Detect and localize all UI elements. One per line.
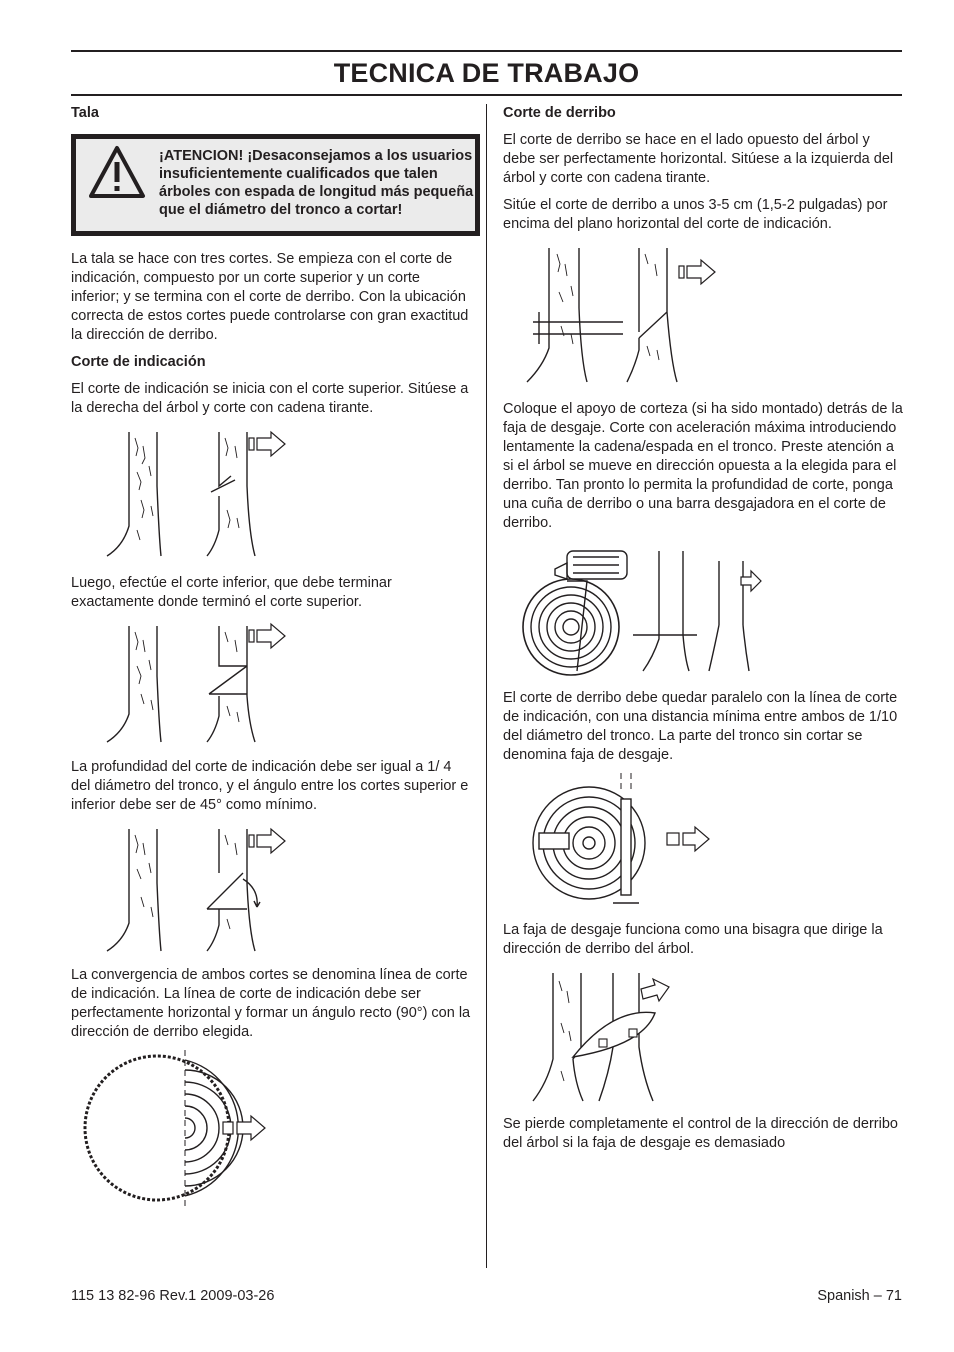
line-paragraph: La convergencia de ambos cortes se denomina línea de corte de indicación. La línea de corte de indicación debe ser perfectamente horizontal y formar un ángulo recto (90°) con la dirección de derribo elegida.: [71, 967, 471, 1040]
lower-cut-figure: [71, 620, 291, 750]
hinge-function-figure: [503, 967, 723, 1107]
depth-angle-figure: [71, 823, 291, 958]
heading-corte-derribo: Corte de derribo: [503, 105, 616, 121]
page-title: TECNICA DE TRABAJO: [333, 58, 640, 88]
footer-page-label: Spanish – 71: [817, 1288, 902, 1304]
sub-heading-corte-indicacion: Corte de indicación: [71, 354, 206, 370]
column-divider: [486, 104, 487, 1268]
upper-cut-paragraph: El corte de indicación se inicia con el corte superior. Sitúese a la derecha del árbol y corte con cadena tirante.: [71, 381, 469, 416]
felling-cut-paragraph-3: Coloque el apoyo de corteza (si ha sido montado) detrás de la faja de desgaje. Corte con aceleración máxima introduciendo lentamente la cadena/espada en el tronco. Preste atención a si el árbol se mueve en dirección opuesta a la elegida para el derribo. Tan pronto lo permita la profundidad de corte, ponga una cuña de derribo o una barra desgajadora en el corte de derribo.: [503, 401, 903, 531]
felling-cut-paragraph-4: El corte de derribo debe quedar paralelo con la línea de corte de indicación, con una distancia mínima entre ambos de 1/10 del diámetro del tronco. La parte del tronco sin cortar se denomina faja de desgaje.: [503, 690, 898, 763]
warning-triangle-icon: [88, 145, 146, 199]
felling-cut-paragraph-1: El corte de derribo se hace en el lado opuesto del árbol y debe ser perfectamente horizontal. Sitúese a la izquierda del árbol y corte con cadena tirante.: [503, 132, 894, 186]
hinge-top-view-figure: [503, 773, 723, 913]
intro-paragraph: La tala se hace con tres cortes. Se empieza con el corte de indicación, compuesto por un corte superior y un corte inferior; y se termina con el corte de derribo. Con la ubicación correcta de estos cortes puede controlarse con gran exactitud la dirección de derribo.: [71, 251, 469, 343]
felling-cut-paragraph-6: Se pierde completamente el control de la dirección de derribo del árbol si la faja de desgaje es demasiado: [503, 1116, 898, 1151]
felling-cut-paragraph-5: La faja de desgaje funciona como una bisagra que dirige la dirección de derribo del árbol.: [503, 922, 883, 957]
stump-top-view-figure: [71, 1050, 291, 1210]
warning-box: [71, 134, 480, 236]
upper-cut-figure: [71, 426, 291, 566]
warning-text: ¡ATENCION! ¡Desaconsejamos a los usuarios insuficientemente cualificados que talen árboles con espada de longitud más pequeña que el diámetro del tronco a cortar!: [159, 148, 474, 218]
footer-doc-number: 115 13 82-96 Rev.1 2009-03-26: [71, 1288, 275, 1304]
header-bottom-rule: [71, 94, 902, 96]
header-top-rule: [71, 50, 902, 52]
left-column: [71, 104, 474, 1218]
felling-cut-height-figure: [503, 242, 723, 392]
right-column: [503, 104, 903, 1161]
depth-paragraph: La profundidad del corte de indicación debe ser igual a 1/ 4 del diámetro del tronco, y el ángulo entre los cortes superior e inferior debe ser de 45° como mínimo.: [71, 759, 469, 813]
felling-cut-paragraph-2: Sitúe el corte de derribo a unos 3-5 cm (1,5-2 pulgadas) por encima del plano horizontal del corte de indicación.: [503, 197, 888, 232]
lower-cut-paragraph: Luego, efectúe el corte inferior, que debe terminar exactamente donde terminó el corte superior.: [71, 575, 392, 610]
section-heading-tala: Tala: [71, 105, 99, 121]
chainsaw-cut-figure: [503, 541, 763, 681]
